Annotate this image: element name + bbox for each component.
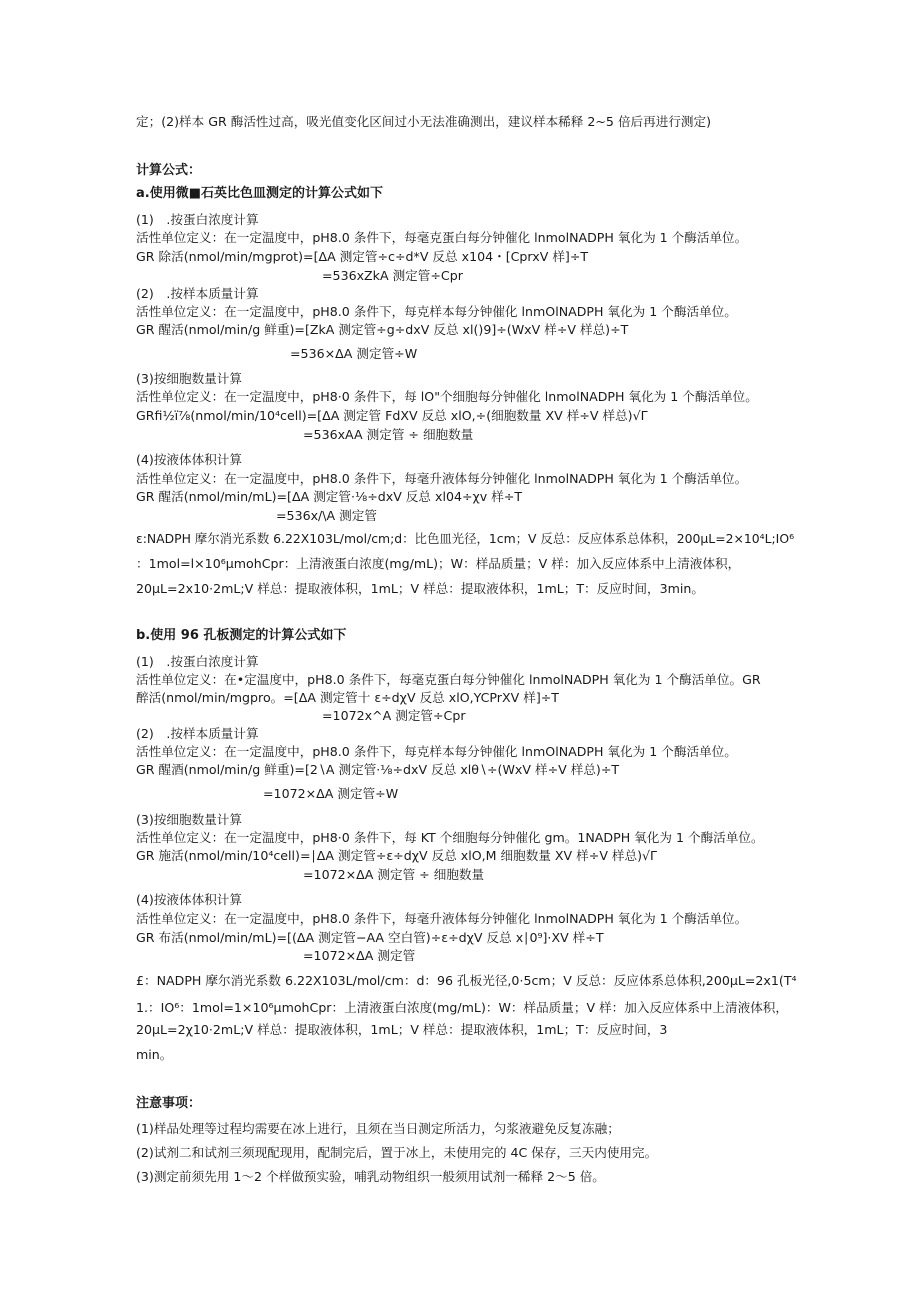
section-a-line: ε:NADPH 摩尔消光系数 6.22X103L∕mol∕cm;d：比色皿光径，1cm；V 反总：反应体系总体积，200μL=2×10⁴L;IO⁶	[136, 531, 795, 546]
section-a-line: =536xAA 测定管 ÷ 细胞数量	[303, 427, 474, 442]
intro-line: 定；(2)样本 GR 酶活性过高，吸光值变化区间过小无法准确测出，建议样本稀释 2~5 倍后再进行测定)	[136, 114, 712, 129]
section-a-line: 活性单位定义：在一定温度中，pH8·0 条件下，每 lO"个细胞每分钟催化 lnmolNADPH 氧化为 1 个酶活单位。	[136, 389, 758, 404]
section-b-line: 活性单位定义：在一定温度中，pH8.0 条件下，每毫升液体每分钟催化 lnmolNADPH 氧化为 1 个酶活单位。	[136, 911, 748, 926]
note-item: (1)样品处理等过程均需要在冰上进行，且须在当日测定所活力，匀浆液避免反复冻融；	[136, 1121, 620, 1136]
section-b-line: (3)按细胞数量计算	[136, 812, 242, 827]
section-a-line: (2) .按样本质量计算	[136, 286, 259, 301]
section-b-line: (1) .按蛋白浓度计算	[136, 654, 259, 669]
section-b-line: £：NADPH 摩尔消光系数 6.22X103L/mol/cm：d：96 孔板光径,0·5cm；V 反总：反应体系总体积,200μL=2x1(T⁴	[136, 973, 797, 988]
note-item: (3)测定前须先用 1～2 个样做预实验，哺乳动物组织一般须用试剂一稀释 2～5 倍。	[136, 1169, 605, 1184]
section-a-line: (1) .按蛋白浓度计算	[136, 212, 259, 227]
note-item: (2)试剂二和试剂三须现配现用，配制完后，置于冰上，未使用完的 4C 保存，三天内使用完。	[136, 1145, 658, 1160]
section-a-line: (3)按细胞数量计算	[136, 371, 242, 386]
section-b-line: GR 醒酒(nmol/min/g 鲜重)=[2∖A 测定管·⅛÷dxV 反总 xlθ∖÷(WxV 样÷V 样总)÷T	[136, 762, 620, 777]
section-a-line: =536x∕\A 测定管	[276, 508, 377, 523]
section-b-line: 活性单位定义：在一定温度中，pH8·0 条件下，每 KT 个细胞每分钟催化 gm。1NADPH 氧化为 1 个酶活单位。	[136, 830, 764, 845]
section-a-line: 活性单位定义：在一定温度中，pH8.0 条件下，每毫升液体每分钟催化 lnmolNADPH 氧化为 1 个酶活单位。	[136, 471, 748, 486]
section-b-line: 活性单位定义：在•定温度中，pH8.0 条件下，每毫克蛋白每分钟催化 lnmolNADPH 氧化为 1 个酶活单位。GR	[136, 672, 761, 687]
section-b-line: =1072×ΔA 测定管÷W	[263, 786, 399, 801]
section-b-line: 1.：IO⁶：1mol=1×10⁶μmohCpr：上清液蛋白浓度(mg/mL)：W：样品质量；V 样：加入反应体系中上清液体积，	[136, 1000, 788, 1015]
section-b-line: 20μL=2χ10·2mL;V 样总：提取液体积，1mL；V 样总：提取液体积，1mL；T：反应时间，3	[136, 1022, 668, 1037]
section-a-line: GR 醒活(nmol/min/g 鲜重)=[ZkA 测定管÷g÷dxV 反总 xl()9]÷(WxV 样÷V 样总)÷T	[136, 322, 629, 337]
section-a-line: GRfi½ï⅞(nmol∕min∕10⁴cell)=[ΔA 测定管 FdXV 反总 xlO,÷(细胞数量 XV 样÷V 样总)√Γ	[136, 408, 648, 423]
section-a-line: 活性单位定义：在一定温度中，pH8.0 条件下，每克样本每分钟催化 lnmOlNADPH 氧化为 1 个酶活单位。	[136, 304, 737, 319]
section-b-line: =1072×ΔA 测定管 ÷ 细胞数量	[303, 867, 485, 882]
section-a-line: GR 除活(nmol/min/mgprot)=[ΔA 测定管÷c÷d*V 反总 x104・[CprxV 样]÷T	[136, 249, 589, 264]
section-b-line: GR 布活(nmol/min/mL)=[(ΔA 测定管−AA 空白管)÷ε÷dχV 反总 x∣0⁹]·XV 样÷T	[136, 930, 604, 945]
notes-title: 注意事项：	[136, 1096, 202, 1111]
section-b-title: b.使用 96 孔板测定的计算公式如下	[136, 628, 347, 643]
section-b-line: =1072x^A 测定管÷Cpr	[322, 708, 466, 723]
section-b-line: GR 施活(nmol∕min∕10⁴cell)=∣ΔA 测定管÷ε÷dχV 反总 xlO,M 细胞数量 XV 样÷V 样总)√Γ	[136, 848, 658, 863]
section-a-line: =536×ΔA 测定管÷W	[290, 346, 418, 361]
calc-title: 计算公式：	[136, 163, 202, 178]
section-a-line: (4)按液体体积计算	[136, 452, 242, 467]
section-a-line: =536xZkA 测定管÷Cpr	[322, 268, 463, 283]
section-b-line: (2) .按样本质量计算	[136, 726, 259, 741]
section-b-line: =1072×ΔA 测定管	[303, 948, 416, 963]
section-b-line: 活性单位定义：在一定温度中，pH8.0 条件下，每克样本每分钟催化 lnmOlNADPH 氧化为 1 个酶活单位。	[136, 744, 737, 759]
section-b-line: 醉活(nmol/min/mgpro。=[ΔA 测定管十 ε÷dχV 反总 xlO,YCPrXV 样]÷T	[136, 690, 559, 705]
section-a-line: 活性单位定义：在一定温度中，pH8.0 条件下，每毫克蛋白每分钟催化 lnmolNADPH 氧化为 1 个酶活单位。	[136, 230, 748, 245]
section-a-line: 20μL=2x10·2mL;V 样总：提取液体积，1mL；V 样总：提取液体积，1mL；T：反应时间，3min。	[136, 581, 704, 596]
section-b-line: (4)按液体体积计算	[136, 892, 242, 907]
section-b-line: min。	[136, 1047, 173, 1062]
section-a-title: a.使用微■石英比色皿测定的计算公式如下	[136, 186, 383, 201]
section-a-line: GR 醒活(nmol/min/mL)=[ΔA 测定管·⅛÷dxV 反总 xl04÷χv 样÷T	[136, 489, 523, 504]
section-a-line: ：1mol=l×10⁶μmohCpr：上清液蛋白浓度(mg/mL)；W：样品质量；V 样：加入反应体系中上清液体积，	[136, 556, 741, 571]
